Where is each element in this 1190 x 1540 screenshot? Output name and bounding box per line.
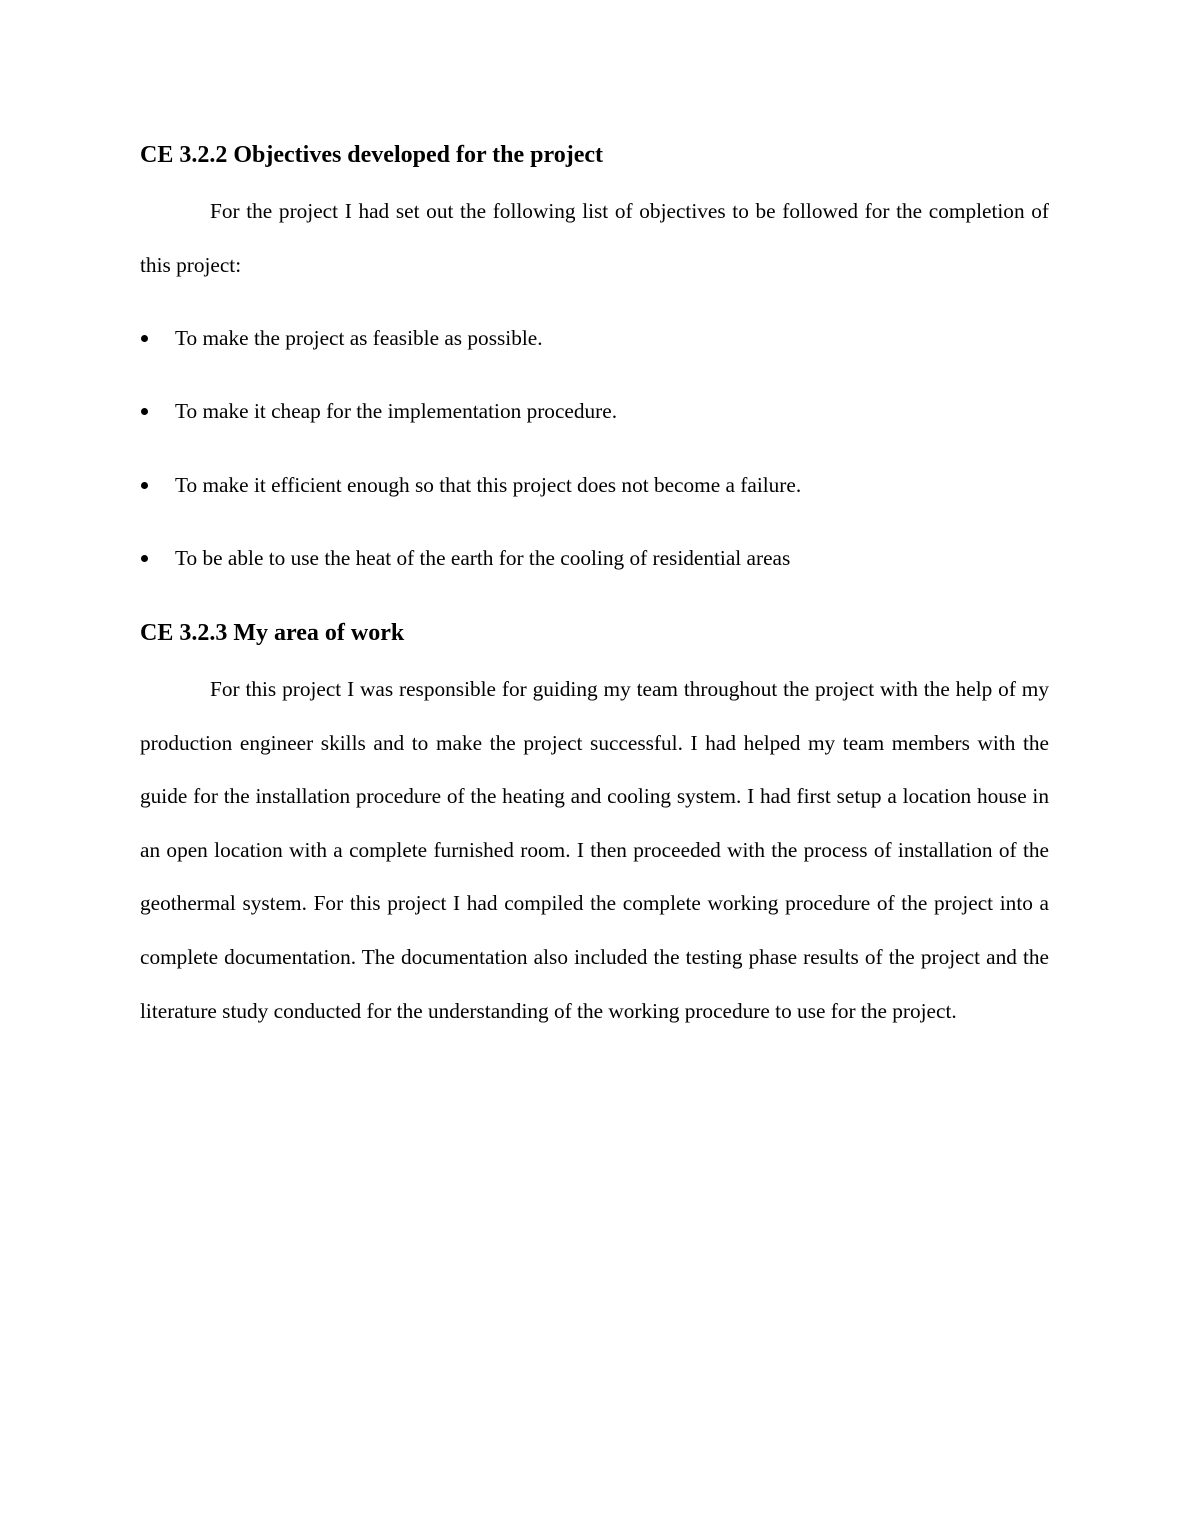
list-item: [140, 389, 1049, 462]
list-item: [140, 536, 1049, 609]
list-item-text: To make the project as feasible as possible.: [175, 326, 543, 350]
bullet-icon: [141, 408, 148, 415]
list-item-text: To be able to use the heat of the earth for the cooling of residential areas: [175, 545, 791, 570]
bullet-icon: [141, 482, 148, 489]
objectives-list: [140, 316, 1049, 609]
bullet-icon: [141, 335, 148, 342]
objectives-intro-paragraph: For the project I had set out the following list of objectives to be followed for the completion of this project:: [140, 199, 1049, 277]
list-item: [140, 463, 1049, 536]
list-item: [140, 316, 1049, 389]
area-of-work-paragraph: For this project I was responsible for guiding my team throughout the project with the help of my production engineer skills and to make the project successful. I had helped my team members with the guide for the installation procedure of the heating and cooling system. I had first setup a location house in an open location with a complete furnished room. I then proceeded with the process of installation of the geothermal system. For this project I had compiled the complete working procedure of the project into a complete documentation. The documentation also included the testing phase results of the project and the literature study conducted for the understanding of the working procedure to use for the project.: [140, 677, 1049, 1023]
list-item-text: To make it efficient enough so that this project does not become a failure.: [175, 472, 802, 497]
bullet-icon: [141, 555, 148, 562]
section-heading-objectives: CE 3.2.2 Objectives developed for the project: [140, 142, 604, 168]
section-heading-area-of-work: CE 3.2.3 My area of work: [140, 620, 405, 646]
list-item-text: To make it cheap for the implementation procedure.: [175, 399, 618, 424]
